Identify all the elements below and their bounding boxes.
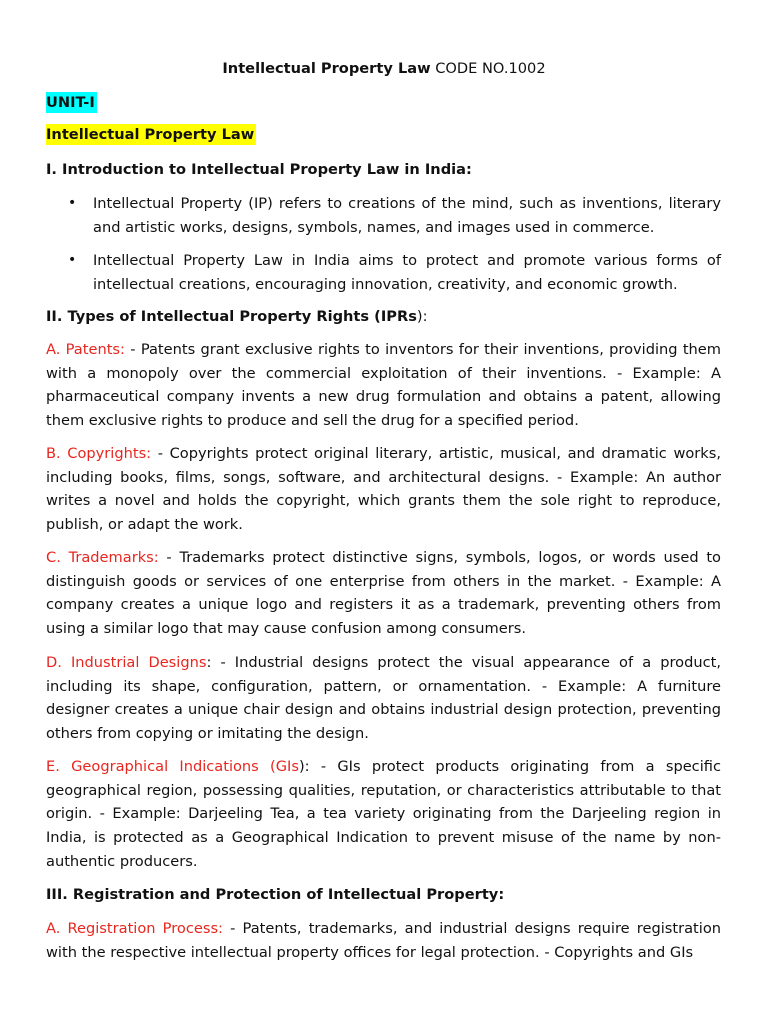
paragraph-label-registration-process: A. Registration Process:: [46, 920, 223, 937]
paragraph-text-trademarks: - Trademarks protect distinctive signs, symbols, logos, or words used to distinguish goods or services of one enterprise from others in the market. - Example: A company creates a unique logo and registers it as a trademark, preventing others from using a similar logo that may cause confusion among consumers.: [46, 549, 721, 638]
document-title-bold: Intellectual Property Law: [222, 60, 431, 77]
paragraph-trademarks: [46, 546, 721, 641]
section-heading-types-suffix: ):: [416, 308, 428, 325]
paragraph-text-geographical-indications: ): - GIs protect products originating from a specific geographical region, possessing qualities, reputation, or characteristics attributable to that origin. - Example: Darjeeling Tea, a tea variety originating from the Darjeeling region in India, is protected as a Geographical Indication to prevent misuse of the name by non-authentic producers.: [46, 758, 721, 870]
document-title-code: CODE NO.1002: [430, 60, 546, 77]
paragraph-copyrights: [46, 442, 721, 537]
paragraph-label-copyrights: B. Copyrights:: [46, 445, 152, 462]
document-title: [0, 59, 768, 79]
section-heading-types: [46, 305, 428, 329]
bullet-marker: •: [68, 195, 77, 211]
paragraph-text-copyrights: - Copyrights protect original literary, artistic, musical, and dramatic works, including books, films, songs, software, and architectural designs. - Example: An author writes a novel and holds the copyright, which grants them the sole right to reproduce, publish, or adapt the work.: [46, 445, 721, 534]
paragraph-label-trademarks: C. Trademarks:: [46, 549, 159, 566]
section-heading-introduction: I. Introduction to Intellectual Property Law in India:: [46, 161, 472, 178]
paragraph-text-patents: - Patents grant exclusive rights to inventors for their inventions, providing them with a monopoly over the commercial exploitation of their inventions. - Example: A pharmaceutical company invents a new drug formulation and obtains a patent, allowing them exclusive rights to produce and sell the drug for a specified period.: [46, 341, 721, 430]
paragraph-patents: [46, 338, 721, 433]
paragraph-label-patents: A. Patents:: [46, 341, 125, 358]
unit-label: UNIT-I: [46, 94, 95, 111]
section-heading-registration: III. Registration and Protection of Intellectual Property:: [46, 886, 505, 903]
paragraph-registration-process: [46, 917, 721, 964]
paragraph-label-industrial-designs: D. Industrial Designs: [46, 654, 207, 671]
paragraph-geographical-indications: [46, 755, 721, 874]
bullet-marker: •: [68, 252, 77, 268]
subject-label: Intellectual Property Law: [46, 126, 255, 143]
section-heading-types-bold: II. Types of Intellectual Property Rights (IPRs: [46, 308, 417, 325]
bullet-item-ip-definition: Intellectual Property (IP) refers to creations of the mind, such as inventions, literary and artistic works, designs, symbols, names, and images used in commerce.: [93, 195, 721, 236]
paragraph-text-industrial-designs: : - Industrial designs protect the visual appearance of a product, including its shape, configuration, pattern, or ornamentation. - Example: A furniture designer creates a unique chair design and obtains industrial design protection, preventing others from copying or imitating the design.: [46, 654, 721, 743]
paragraph-text-registration-process: - Patents, trademarks, and industrial designs require registration with the respective intellectual property offices for legal protection. - Copyrights and GIs: [46, 920, 721, 961]
bullet-item-ip-law-aim: Intellectual Property Law in India aims to protect and promote various forms of intellectual creations, encouraging innovation, creativity, and economic growth.: [93, 252, 721, 293]
paragraph-label-geographical-indications: E. Geographical Indications (GIs: [46, 758, 299, 775]
paragraph-industrial-designs: [46, 651, 721, 746]
